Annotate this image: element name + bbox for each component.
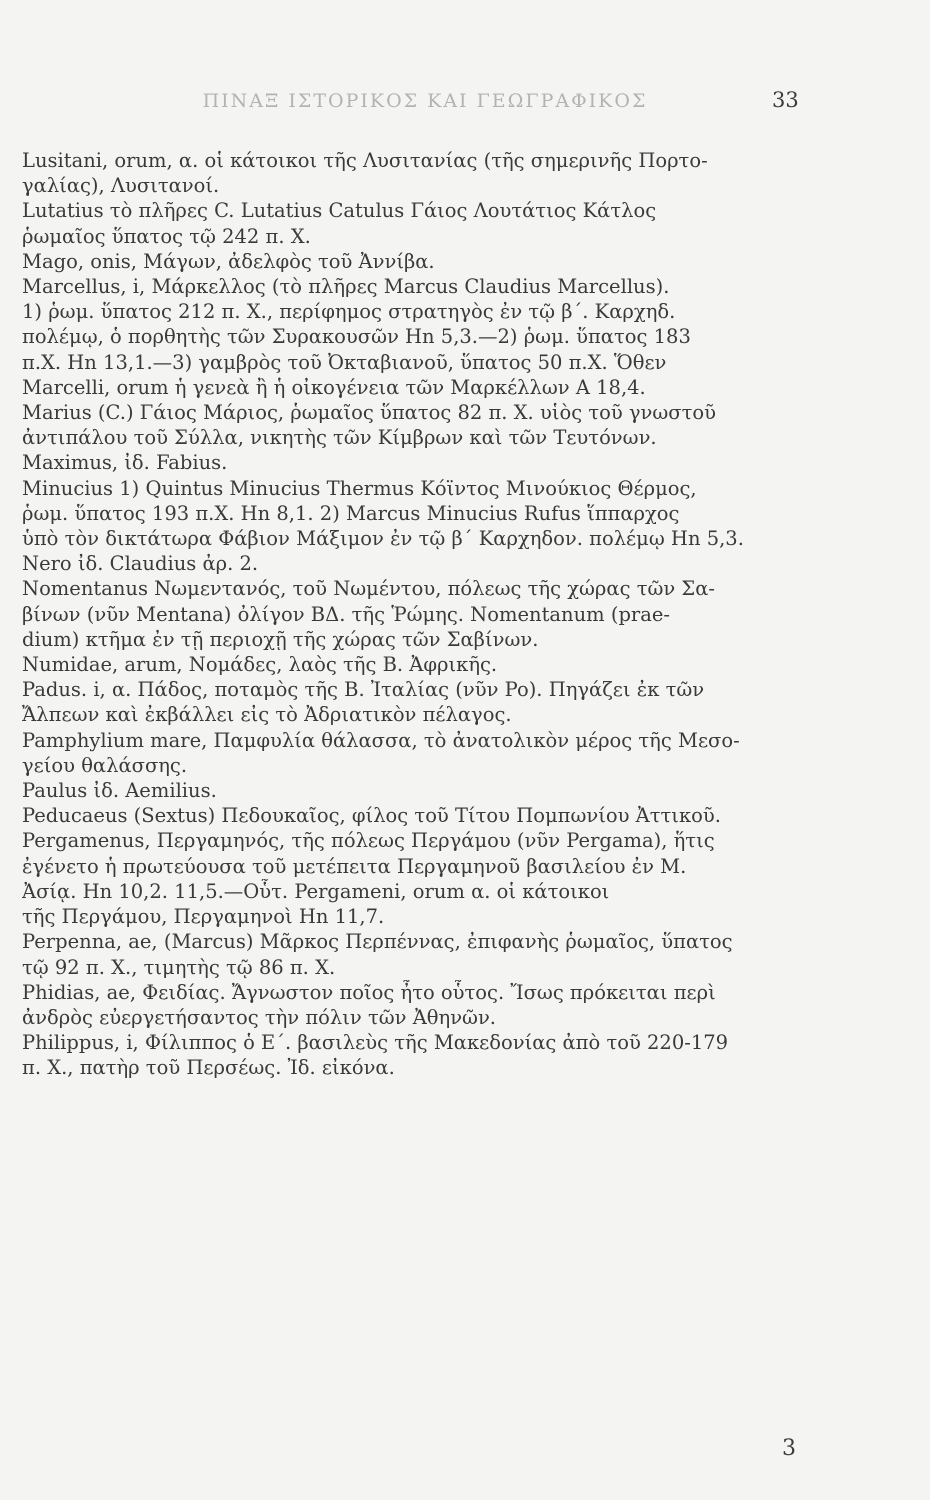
entry-headline: Perpenna, ae, (Marcus) Μᾶρκος Περπέννας, ἐπιφανὴς ῥωμαῖος, ὕπατος [22, 930, 733, 954]
entry-headline: Pergamenus, Περγαμηνός, τῆς πόλεως Περγάμου (νῦν Pergama), ἥτις [22, 829, 715, 853]
entry-continuation: 1) ῥωμ. ὕπατος 212 π. Χ., περίφημος στρατηγὸς ἐν τῷ β΄. Καρχηδ. [22, 300, 676, 324]
index-entry [22, 274, 844, 400]
index-entry [22, 148, 844, 198]
index-entry [22, 828, 844, 929]
entry-headline: Pamphylium mare, Παμφυλία θάλασσα, τὸ ἀνατολικὸν μέρος τῆς Μεσο- [22, 728, 740, 752]
entry-continuation: πολέμῳ, ὁ πορθητὴς τῶν Συρακουσῶν Ηn 5,3.—2) ῥωμ. ὕπατος 183 [22, 325, 691, 349]
index-entry [22, 778, 844, 803]
entry-headline: Nomentanus Νωμεντανός, τοῦ Νωμέντου, πόλεως τῆς χώρας τῶν Σα- [22, 577, 715, 601]
entry-continuation: τῷ 92 π. Χ., τιμητὴς τῷ 86 π. Χ. [22, 955, 336, 979]
entry-continuation: βίνων (νῦν Mentana) ὀλίγον ΒΔ. τῆς Ῥώμης. Nomentanum (prae- [22, 602, 671, 626]
entry-headline: Phidias, ae, Φειδίας. Ἄγνωστον ποῖος ἦτο οὗτος. Ἴσως πρόκειται περὶ [22, 980, 716, 1004]
index-entry [22, 728, 844, 778]
entry-headline: Padus. i, α. Πάδος, ποταμὸς τῆς Β. Ἰταλίας (νῦν Po). Πηγάζει ἐκ τῶν [22, 678, 705, 702]
index-entry [22, 1030, 844, 1080]
entry-continuation: Ἄλπεων καὶ ἐκβάλλει εἰς τὸ Ἀδριατικὸν πέλαγος. [22, 703, 512, 727]
index-entry [22, 400, 844, 450]
entry-headline: Lutatius τὸ πλῆρες C. Lutatius Catulus Γάιος Λουτάτιος Κάτλος [22, 199, 657, 223]
index-entry [22, 929, 844, 979]
index-entry [22, 652, 844, 677]
page-header [0, 90, 930, 120]
entry-headline: Peducaeus (Sextus) Πεδουκαῖος, φίλος τοῦ Τίτου Πομπωνίου Ἀττικοῦ. [22, 804, 721, 828]
signature-mark: 3 [782, 1436, 796, 1461]
entry-continuation: γείου θαλάσσης. [22, 753, 188, 777]
entry-headline: Lusitani, orum, α. οἱ κάτοικοι τῆς Λυσιτανίας (τῆς σημερινῆς Πορτο- [22, 149, 708, 172]
entry-continuation: ἀνδρὸς εὐεργετήσαντος τὴν πόλιν τῶν Ἀθηνῶν. [22, 1005, 497, 1029]
entry-continuation: τῆς Περγάμου, Περγαμηνοὶ Ηn 11,7. [22, 905, 385, 929]
entry-headline: Minucius 1) Quintus Minucius Thermus Κόϊντος Μινούκιος Θέρμος, [22, 476, 697, 500]
entry-headline: Numidae, arum, Νομάδες, λαὸς τῆς Β. Ἀφρικῆς. [22, 653, 498, 677]
entry-headline: Mago, onis, Μάγων, ἀδελφὸς τοῦ Ἀννίβα. [22, 249, 435, 273]
page-number: 33 [772, 88, 799, 112]
entry-headline: Nero ἰδ. Claudius ἀρ. 2. [22, 552, 259, 576]
index-entry [22, 980, 844, 1030]
entry-continuation: γαλίας), Λυσιτανοί. [22, 174, 220, 198]
entry-continuation: dium) κτῆμα ἐν τῇ περιοχῇ τῆς χώρας τῶν Σαβίνων. [22, 627, 539, 651]
entry-continuation: ἐγένετο ἡ πρωτεύουσα τοῦ μετέπειτα Περγαμηνοῦ βασιλείου ἐν Μ. [22, 854, 687, 878]
index-entry [22, 476, 844, 552]
index-entry [22, 803, 844, 828]
entry-continuation: ὑπὸ τὸν δικτάτωρα Φάβιον Μάξιμον ἐν τῷ β΄ Καρχηδον. πολέμῳ Ηn 5,3. [22, 527, 744, 551]
entry-continuation: π. Χ., πατὴρ τοῦ Περσέως. Ἰδ. εἰκόνα. [22, 1056, 395, 1080]
index-entries [22, 148, 844, 1081]
index-entry [22, 249, 844, 274]
entry-continuation: ἀντιπάλου τοῦ Σύλλα, νικητὴς τῶν Κίμβρων καὶ τῶν Τευτόνων. [22, 426, 657, 450]
entry-headline: Maximus, ἰδ. Fabius. [22, 451, 228, 475]
running-title: ΠΙΝΑΞ ΙΣΤΟΡΙΚΟΣ ΚΑΙ ΓΕΩΓΡΑΦΙΚΟΣ [202, 90, 648, 112]
entry-continuation: π.Χ. Ηn 13,1.—3) γαμβρὸς τοῦ Ὀκταβιανοῦ, ὕπατος 50 π.Χ. Ὅθεν [22, 350, 667, 374]
index-entry [22, 450, 844, 475]
index-entry [22, 198, 844, 248]
index-entry [22, 677, 844, 727]
index-entry [22, 551, 844, 576]
entry-headline: Philippus, i, Φίλιππος ὁ Ε΄. βασιλεὺς τῆς Μακεδονίας ἀπὸ τοῦ 220-179 [22, 1031, 729, 1055]
entry-headline: Marcellus, i, Μάρκελλος (τὸ πλῆρες Marcus Claudius Marcellus). [22, 275, 670, 299]
entry-continuation: ῥωμ. ὕπατος 193 π.Χ. Ηn 8,1. 2) Marcus Minucius Rufus ἵππαρχος [22, 501, 680, 525]
entry-headline: Marius (C.) Γάιος Μάριος, ῥωμαῖος ὕπατος 82 π. Χ. υἱὸς τοῦ γνωστοῦ [22, 401, 717, 425]
index-entry [22, 576, 844, 652]
entry-headline: Paulus ἰδ. Aemilius. [22, 779, 217, 803]
entry-continuation: Marcelli, orum ἡ γενεὰ ἢ ἡ οἰκογένεια τῶν Μαρκέλλων Α 18,4. [22, 375, 646, 399]
entry-continuation: Ἀσίᾳ. Ηn 10,2. 11,5.—Οὗτ. Pergameni, orum α. οἱ κάτοικοι [22, 879, 610, 903]
entry-continuation: ῥωμαῖος ὕπατος τῷ 242 π. Χ. [22, 224, 311, 248]
